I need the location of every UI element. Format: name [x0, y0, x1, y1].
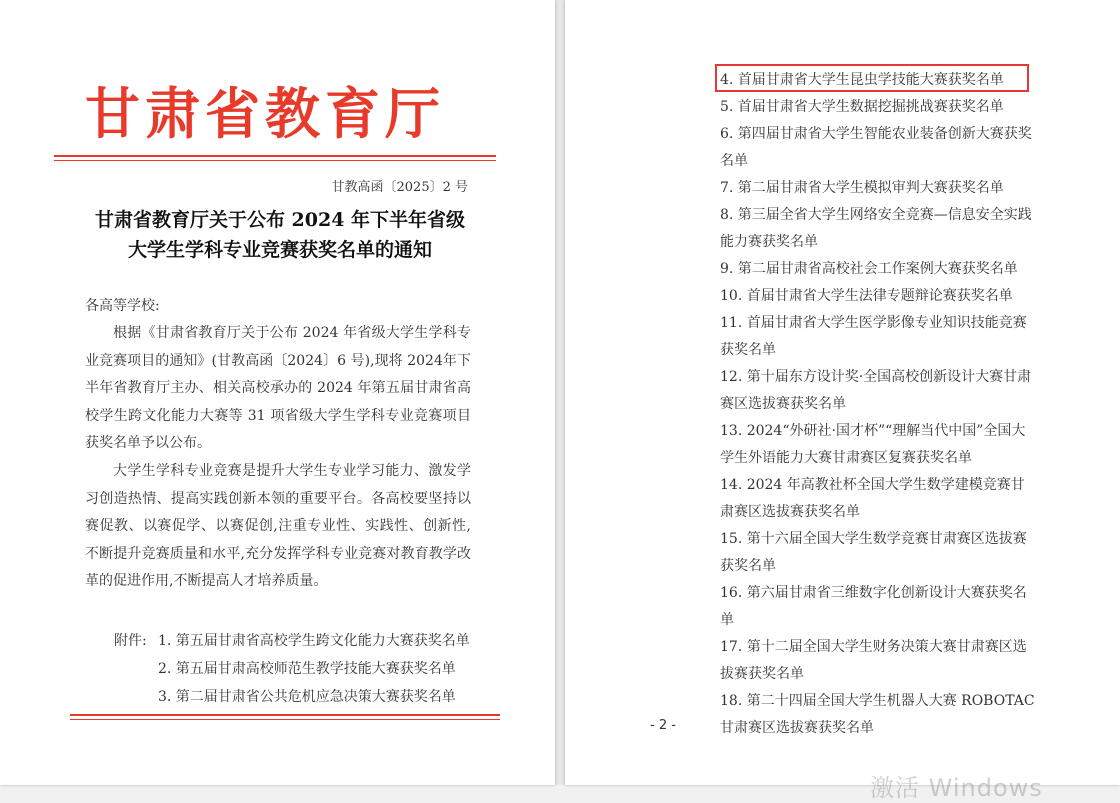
- red-header-title: 甘肃省教育厅: [85, 81, 446, 146]
- list-item: 18. 第二十四届全国大学生机器人大赛 ROBOTAC 甘肃赛区选拔赛获奖名单: [720, 693, 1035, 736]
- attachment-label: 附件:: [114, 633, 147, 649]
- footer-red-rule-thick: [70, 714, 500, 716]
- header-red-rule-thick: [54, 155, 496, 157]
- footer-red-rule-thin: [70, 719, 500, 720]
- body-paragraph-1: 根据《甘肃省教育厅关于公布 2024 年省级大学生学科专业竞赛项目的通知》(甘教高函〔2024〕6 号),现将 2024年下半年省教育厅主办、相关高校承办的 2024 年第五届甘肃省高校学生跨文化能力大赛等 31 项省级大学生学科专业竞赛项目获奖名单予以公布。: [85, 325, 471, 451]
- attachment-item: 1. 第五届甘肃省高校学生跨文化能力大赛获奖名单: [158, 633, 470, 649]
- highlight-box: [715, 64, 1029, 92]
- list-item: 14. 2024 年高教社杯全国大学生数学建模竞赛甘肃赛区选拔赛获奖名单: [720, 477, 1025, 520]
- activate-windows-watermark: 激活 Windows: [870, 774, 1043, 802]
- list-item: 12. 第十届东方设计奖·全国高校创新设计大赛甘肃赛区选拔赛获奖名单: [720, 369, 1032, 412]
- list-item: 17. 第十二届全国大学生财务决策大赛甘肃赛区选拔赛获奖名单: [720, 639, 1027, 682]
- list-item: 6. 第四届甘肃省大学生智能农业装备创新大赛获奖名单: [720, 126, 1032, 169]
- list-item: 4. 首届甘肃省大学生昆虫学技能大赛获奖名单: [720, 72, 1004, 88]
- attachment-list-continued: [720, 67, 1035, 742]
- page-gap: [555, 0, 565, 785]
- header-red-rule-thin: [54, 160, 496, 161]
- attachment-item: 2. 第五届甘肃高校师范生教学技能大赛获奖名单: [158, 661, 456, 677]
- list-item: 15. 第十六届全国大学生数学竞赛甘肃赛区选拔赛获奖名单: [720, 531, 1027, 574]
- list-item: 7. 第二届甘肃省大学生模拟审判大赛获奖名单: [720, 180, 1004, 196]
- list-item: 10. 首届甘肃省大学生法律专题辩论赛获奖名单: [720, 288, 1013, 304]
- list-item: 5. 首届甘肃省大学生数据挖掘挑战赛获奖名单: [720, 99, 1004, 115]
- list-item: 9. 第二届甘肃省高校社会工作案例大赛获奖名单: [720, 261, 1018, 277]
- document-page-1: [0, 0, 555, 785]
- document-number: 甘教高函〔2025〕2 号: [331, 180, 468, 195]
- list-item: 16. 第六届甘肃省三维数字化创新设计大赛获奖名单: [720, 585, 1027, 628]
- body-paragraph-2: 大学生学科专业竞赛是提升大学生专业学习能力、激发学习创造热情、提高实践创新本领的重要平台。各高校要坚持以赛促教、以赛促学、以赛促创,注重专业性、实践性、创新性,不断提升竞赛质量和水平,充分发挥学科专业竞赛对教育教学改革的促进作用,不断提高人才培养质量。: [85, 463, 471, 589]
- list-item: 8. 第三届全省大学生网络安全竞赛—信息安全实践能力赛获奖名单: [720, 207, 1032, 250]
- document-title-line-1: 甘肃省教育厅关于公布 2024 年下半年省级: [94, 209, 466, 231]
- list-item: 13. 2024“外研社·国才杯”“理解当代中国”全国大学生外语能力大赛甘肃赛区复赛获奖名单: [720, 423, 1026, 466]
- attachment-item: 3. 第二届甘肃省公共危机应急决策大赛获奖名单: [158, 689, 456, 705]
- salutation: 各高等学校:: [85, 298, 160, 314]
- list-item: 11. 首届甘肃省大学生医学影像专业知识技能竞赛获奖名单: [720, 315, 1027, 358]
- document-title-line-2: 大学生学科专业竞赛获奖名单的通知: [127, 239, 432, 261]
- page-number: - 2 -: [650, 718, 676, 733]
